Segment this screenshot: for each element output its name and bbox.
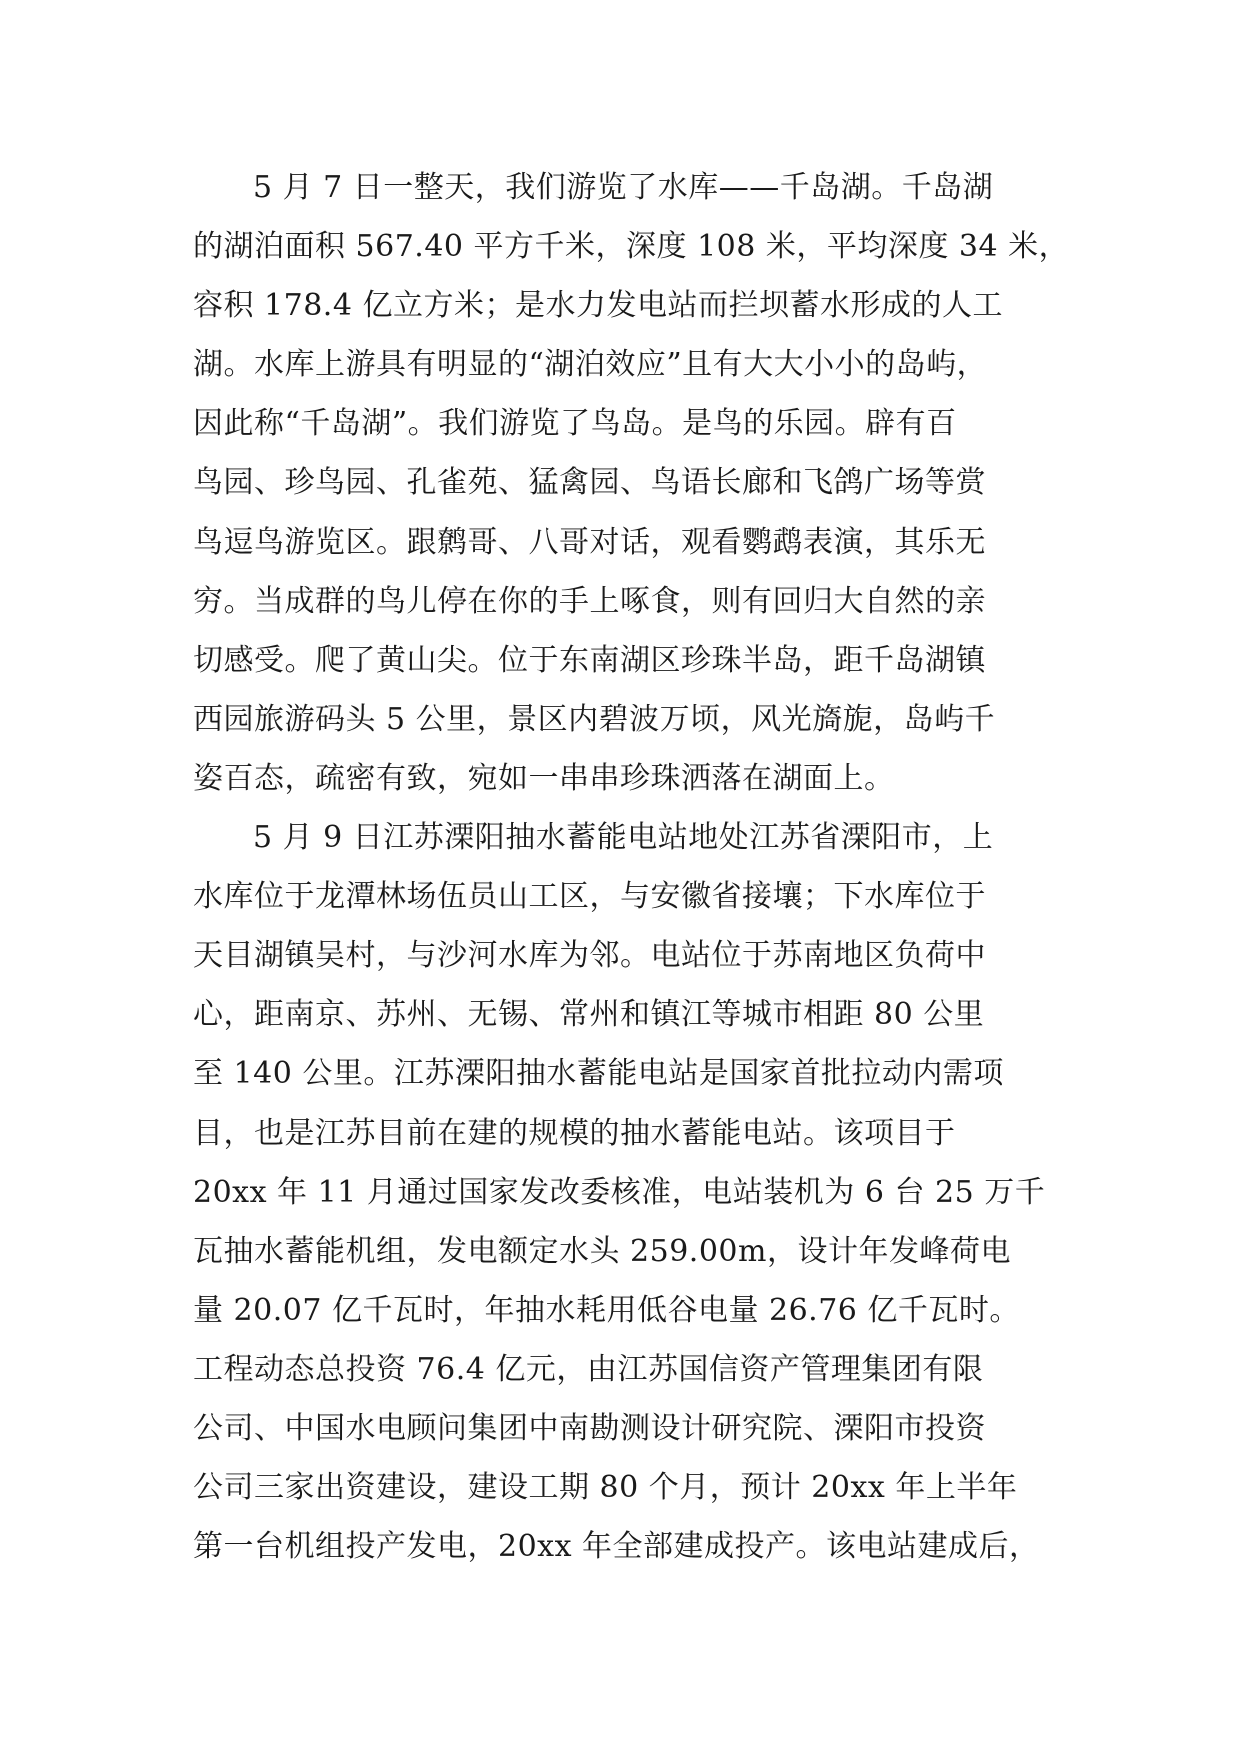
text-line: 天目湖镇吴村，与沙河水库为邻。电站位于苏南地区负荷中: [193, 938, 986, 974]
text-line: 水库位于龙潭林场伍员山工区，与安徽省接壤；下水库位于: [193, 879, 986, 915]
text-line: 5 月 7 日一整天，我们游览了水库——千岛湖。千岛湖: [253, 170, 994, 205]
text-line: 因此称“千岛湖”。我们游览了鸟岛。是鸟的乐园。辟有百: [193, 406, 957, 442]
text-line: 工程动态总投资 76.4 亿元，由江苏国信资产管理集团有限: [193, 1351, 984, 1387]
text-line: 西园旅游码头 5 公里，景区内碧波万顷，风光旖旎，岛屿千: [193, 701, 996, 737]
text-line: 鸟逗鸟游览区。跟鹩哥、八哥对话，观看鹦鹉表演，其乐无: [193, 524, 986, 560]
text-line: 瓦抽水蓄能机组，发电额定水头 259.00m，设计年发峰荷电: [193, 1233, 1011, 1269]
text-line: 至 140 公里。江苏溧阳抽水蓄能电站是国家首批拉动内需项: [193, 1056, 1004, 1092]
text-line: 湖。水库上游具有明显的“湖泊效应”且有大大小小的岛屿，: [193, 347, 988, 383]
text-line: 切感受。爬了黄山尖。位于东南湖区珍珠半岛，距千岛湖镇: [193, 642, 986, 678]
text-line: 目，也是江苏目前在建的规模的抽水蓄能电站。该项目于: [193, 1115, 956, 1151]
text-line: 5 月 9 日江苏溧阳抽水蓄能电站地处江苏省溧阳市，上: [253, 820, 994, 856]
text-line: 量 20.07 亿千瓦时，年抽水耗用低谷电量 26.76 亿千瓦时。: [193, 1292, 1020, 1328]
text-line: 姿百态，疏密有致，宛如一串串珍珠洒落在湖面上。: [193, 760, 895, 796]
text-line: 的湖泊面积 567.40 平方千米，深度 108 米，平均深度 34 米，: [193, 229, 1070, 265]
text-line: 容积 178.4 亿立方米；是水力发电站而拦坝蓄水形成的人工: [193, 288, 1003, 324]
text-line: 公司、中国水电顾问集团中南勘测设计研究院、溧阳市投资: [193, 1410, 986, 1446]
text-line: 心，距南京、苏州、无锡、常州和镇江等城市相距 80 公里: [193, 997, 985, 1033]
text-line: 公司三家出资建设，建设工期 80 个月，预计 20xx 年上半年: [193, 1470, 1018, 1506]
document-body: [193, 158, 1070, 1576]
text-line: 第一台机组投产发电，20xx 年全部建成投产。该电站建成后，: [193, 1529, 1040, 1565]
text-line: 20xx 年 11 月通过国家发改委核准，电站装机为 6 台 25 万千: [193, 1174, 1046, 1210]
text-line: 穷。当成群的鸟儿停在你的手上啄食，则有回归大自然的亲: [193, 583, 986, 619]
text-line: 鸟园、珍鸟园、孔雀苑、猛禽园、鸟语长廊和飞鸽广场等赏: [193, 465, 986, 501]
